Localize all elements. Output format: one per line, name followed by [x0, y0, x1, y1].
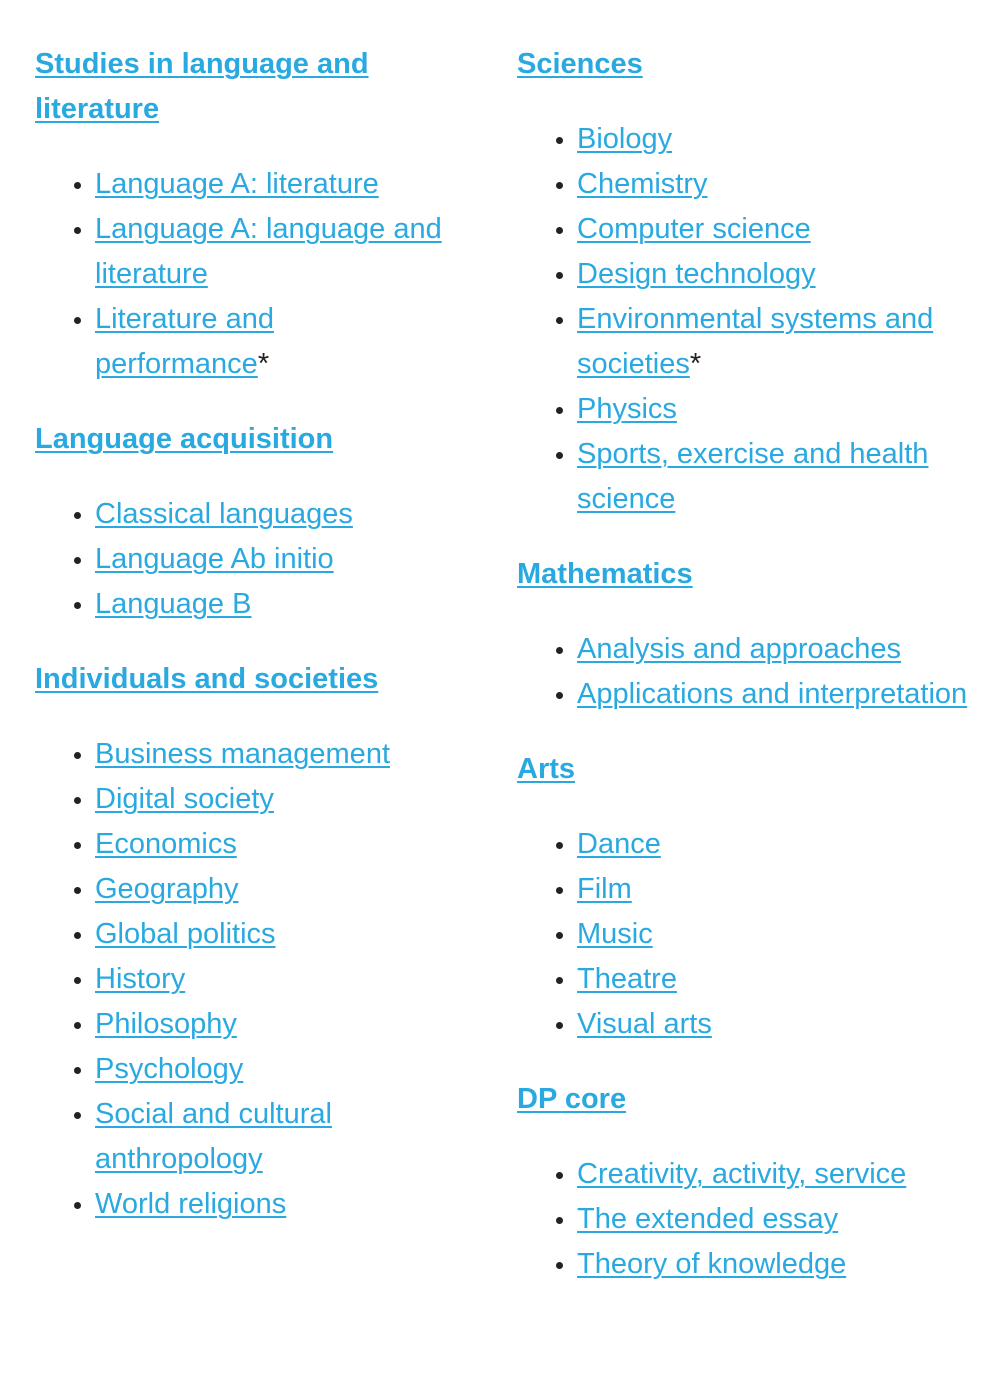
list-item — [577, 297, 977, 387]
subject-list — [517, 117, 977, 522]
group-heading — [517, 1077, 977, 1122]
subject-list — [517, 822, 977, 1047]
subject-list — [517, 1152, 977, 1287]
subject-link[interactable]: Classical languages — [95, 498, 353, 530]
list-item — [95, 777, 455, 822]
footnote-marker: * — [257, 348, 270, 380]
list-item — [577, 252, 977, 297]
list-item — [95, 867, 455, 912]
group-studies-in-language-and-literature — [35, 42, 455, 387]
list-item — [95, 1182, 455, 1227]
list-item — [95, 162, 455, 207]
group-individuals-and-societies — [35, 657, 455, 1227]
list-item — [95, 732, 455, 777]
subject-link[interactable]: Environmental systems and societies — [577, 303, 934, 380]
list-item — [95, 1002, 455, 1047]
subject-link[interactable]: World religions — [95, 1188, 287, 1220]
subject-link[interactable]: Dance — [577, 828, 661, 860]
group-heading-link[interactable]: Studies in language and literature — [35, 48, 369, 125]
group-heading-link[interactable]: Sciences — [517, 48, 643, 80]
subject-list — [35, 492, 455, 627]
subject-link[interactable]: Theory of knowledge — [577, 1248, 847, 1280]
subject-list — [517, 627, 977, 717]
list-item — [577, 1152, 977, 1197]
list-item — [95, 1092, 455, 1182]
group-dp-core — [517, 1077, 977, 1287]
subject-link[interactable]: Language A: language and literature — [95, 213, 442, 290]
group-heading — [35, 417, 455, 462]
group-language-acquisition — [35, 417, 455, 627]
list-item — [95, 492, 455, 537]
subject-link[interactable]: The extended essay — [577, 1203, 839, 1235]
subject-link[interactable]: Analysis and approaches — [577, 633, 902, 665]
subject-link[interactable]: Psychology — [95, 1053, 244, 1085]
subject-link[interactable]: Geography — [95, 873, 239, 905]
subject-link[interactable]: Film — [577, 873, 632, 905]
subject-link[interactable]: Creativity, activity, service — [577, 1158, 907, 1190]
group-arts — [517, 747, 977, 1047]
footnote-marker: * — [689, 348, 702, 380]
subject-link[interactable]: Computer science — [577, 213, 811, 245]
subject-link[interactable]: Language B — [95, 588, 252, 620]
list-item — [95, 912, 455, 957]
subject-link[interactable]: Music — [577, 918, 653, 950]
subject-list — [35, 162, 455, 387]
list-item — [95, 537, 455, 582]
group-heading — [35, 657, 455, 702]
list-item — [577, 627, 977, 672]
subject-link[interactable]: Philosophy — [95, 1008, 237, 1040]
subject-link[interactable]: Economics — [95, 828, 237, 860]
subject-link[interactable]: Language Ab initio — [95, 543, 334, 575]
subject-link[interactable]: Global politics — [95, 918, 276, 950]
list-item — [577, 867, 977, 912]
subject-link[interactable]: Literature and performance — [95, 303, 274, 380]
list-item — [577, 1002, 977, 1047]
list-item — [577, 822, 977, 867]
group-heading — [517, 552, 977, 597]
subject-link[interactable]: Language A: literature — [95, 168, 379, 200]
subject-link[interactable]: Visual arts — [577, 1008, 712, 1040]
subject-link[interactable]: History — [95, 963, 186, 995]
list-item — [577, 207, 977, 252]
subject-link[interactable]: Business management — [95, 738, 390, 770]
list-item — [577, 912, 977, 957]
subject-link[interactable]: Social and cultural anthropology — [95, 1098, 332, 1175]
list-item — [95, 207, 455, 297]
left-column — [35, 42, 455, 1257]
list-item — [577, 672, 977, 717]
subject-link[interactable]: Applications and interpretation — [577, 678, 968, 710]
subject-link[interactable]: Digital society — [95, 783, 274, 815]
right-column — [517, 42, 977, 1317]
list-item — [95, 957, 455, 1002]
list-item — [577, 1197, 977, 1242]
subject-link[interactable]: Chemistry — [577, 168, 708, 200]
list-item — [95, 297, 455, 387]
list-item — [577, 387, 977, 432]
subject-link[interactable]: Design technology — [577, 258, 816, 290]
group-mathematics — [517, 552, 977, 717]
list-item — [577, 1242, 977, 1287]
subject-link[interactable]: Biology — [577, 123, 673, 155]
group-heading-link[interactable]: Language acquisition — [35, 423, 334, 455]
group-heading-link[interactable]: Individuals and societies — [35, 663, 379, 695]
group-sciences — [517, 42, 977, 522]
subject-list — [35, 732, 455, 1227]
list-item — [95, 1047, 455, 1092]
subject-link[interactable]: Sports, exercise and health science — [577, 438, 929, 515]
group-heading-link[interactable]: Mathematics — [517, 558, 693, 590]
list-item — [95, 822, 455, 867]
group-heading — [517, 747, 977, 792]
subject-link[interactable]: Physics — [577, 393, 677, 425]
subject-link[interactable]: Theatre — [577, 963, 677, 995]
list-item — [95, 582, 455, 627]
list-item — [577, 162, 977, 207]
group-heading — [517, 42, 977, 87]
list-item — [577, 957, 977, 1002]
group-heading-link[interactable]: Arts — [517, 753, 576, 785]
group-heading — [35, 42, 455, 132]
list-item — [577, 432, 977, 522]
group-heading-link[interactable]: DP core — [517, 1083, 627, 1115]
list-item — [577, 117, 977, 162]
